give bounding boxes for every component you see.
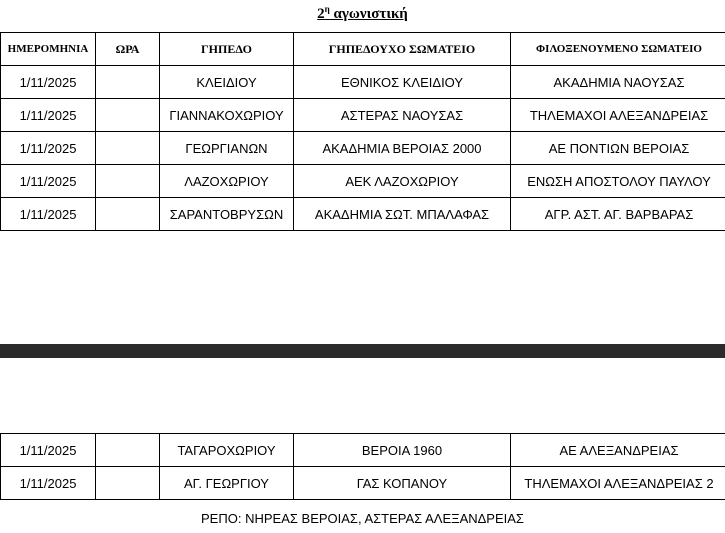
table-header-row — [1, 33, 725, 66]
table-row — [1, 467, 725, 500]
match-home-team: ΑΚΑΔΗΜΙΑ ΣΩΤ. ΜΠΑΛΑΦΑΣ — [294, 198, 511, 231]
match-time — [96, 132, 160, 165]
match-venue: ΤΑΓΑΡΟΧΩΡΙΟΥ — [160, 434, 294, 467]
table-row — [1, 165, 725, 198]
match-away-team: ΑΓΡ. ΑΣΤ. ΑΓ. ΒΑΡΒΑΡΑΣ — [511, 198, 725, 231]
match-time — [96, 198, 160, 231]
match-home-team: ΑΕΚ ΛΑΖΟΧΩΡΙΟΥ — [294, 165, 511, 198]
match-venue: ΣΑΡΑΝΤΟΒΡΥΣΩΝ — [160, 198, 294, 231]
match-away-team: ΑΕ ΑΛΕΞΑΝΔΡΕΙΑΣ — [511, 434, 725, 467]
match-time — [96, 66, 160, 99]
table-row — [1, 132, 725, 165]
match-venue: ΚΛΕΙΔΙΟΥ — [160, 66, 294, 99]
match-away-team: ΕΝΩΣΗ ΑΠΟΣΤΟΛΟΥ ΠΑΥΛΟΥ — [511, 165, 725, 198]
table-row — [1, 66, 725, 99]
match-date: 1/11/2025 — [1, 66, 96, 99]
match-date: 1/11/2025 — [1, 198, 96, 231]
fixtures-table — [0, 32, 725, 231]
column-header-away-team: ΦΙΛΟΞΕΝΟΥΜΕΝΟ ΣΩΜΑΤΕΙΟ — [511, 33, 725, 66]
match-home-team: ΑΚΑΔΗΜΙΑ ΒΕΡΟΙΑΣ 2000 — [294, 132, 511, 165]
column-header-time: ΩΡΑ — [96, 33, 160, 66]
table-row — [1, 99, 725, 132]
column-header-home-team: ΓΗΠΕΔΟΥΧΟ ΣΩΜΑΤΕΙΟ — [294, 33, 511, 66]
match-date: 1/11/2025 — [1, 165, 96, 198]
match-home-team: ΓΑΣ ΚΟΠΑΝΟΥ — [294, 467, 511, 500]
match-time — [96, 467, 160, 500]
column-header-date: ΗΜΕΡΟΜΗΝΙΑ — [1, 33, 96, 66]
round-number: 2 — [317, 6, 325, 22]
match-away-team: ΑΚΑΔΗΜΙΑ ΝΑΟΥΣΑΣ — [511, 66, 725, 99]
match-venue: ΓΙΑΝΝΑΚΟΧΩΡΙΟΥ — [160, 99, 294, 132]
round-label: αγωνιστική — [329, 6, 408, 22]
page-break-divider — [0, 344, 725, 358]
match-away-team: ΤΗΛΕΜΑΧΟΙ ΑΛΕΞΑΝΔΡΕΙΑΣ 2 — [511, 467, 725, 500]
page-title — [0, 4, 725, 24]
match-venue: ΑΓ. ΓΕΩΡΓΙΟΥ — [160, 467, 294, 500]
match-home-team: ΕΘΝΙΚΟΣ ΚΛΕΙΔΙΟΥ — [294, 66, 511, 99]
fixtures-table-continued — [0, 433, 725, 500]
match-date: 1/11/2025 — [1, 99, 96, 132]
round-ordinal-suffix: η — [324, 4, 330, 14]
match-time — [96, 99, 160, 132]
table-row — [1, 198, 725, 231]
match-home-team: ΑΣΤΕΡΑΣ ΝΑΟΥΣΑΣ — [294, 99, 511, 132]
column-header-venue: ΓΗΠΕΔΟ — [160, 33, 294, 66]
match-date: 1/11/2025 — [1, 467, 96, 500]
match-venue: ΛΑΖΟΧΩΡΙΟΥ — [160, 165, 294, 198]
match-date: 1/11/2025 — [1, 434, 96, 467]
match-time — [96, 434, 160, 467]
match-away-team: ΤΗΛΕΜΑΧΟΙ ΑΛΕΞΑΝΔΡΕΙΑΣ — [511, 99, 725, 132]
table-row — [1, 434, 725, 467]
match-time — [96, 165, 160, 198]
match-date: 1/11/2025 — [1, 132, 96, 165]
match-home-team: ΒΕΡΟΙΑ 1960 — [294, 434, 511, 467]
match-venue: ΓΕΩΡΓΙΑΝΩΝ — [160, 132, 294, 165]
bye-teams-note: ΡΕΠΟ: ΝΗΡΕΑΣ ΒΕΡΟΙΑΣ, ΑΣΤΕΡΑΣ ΑΛΕΞΑΝΔΡΕΙΑΣ — [201, 511, 524, 526]
match-away-team: ΑΕ ΠΟΝΤΙΩΝ ΒΕΡΟΙΑΣ — [511, 132, 725, 165]
